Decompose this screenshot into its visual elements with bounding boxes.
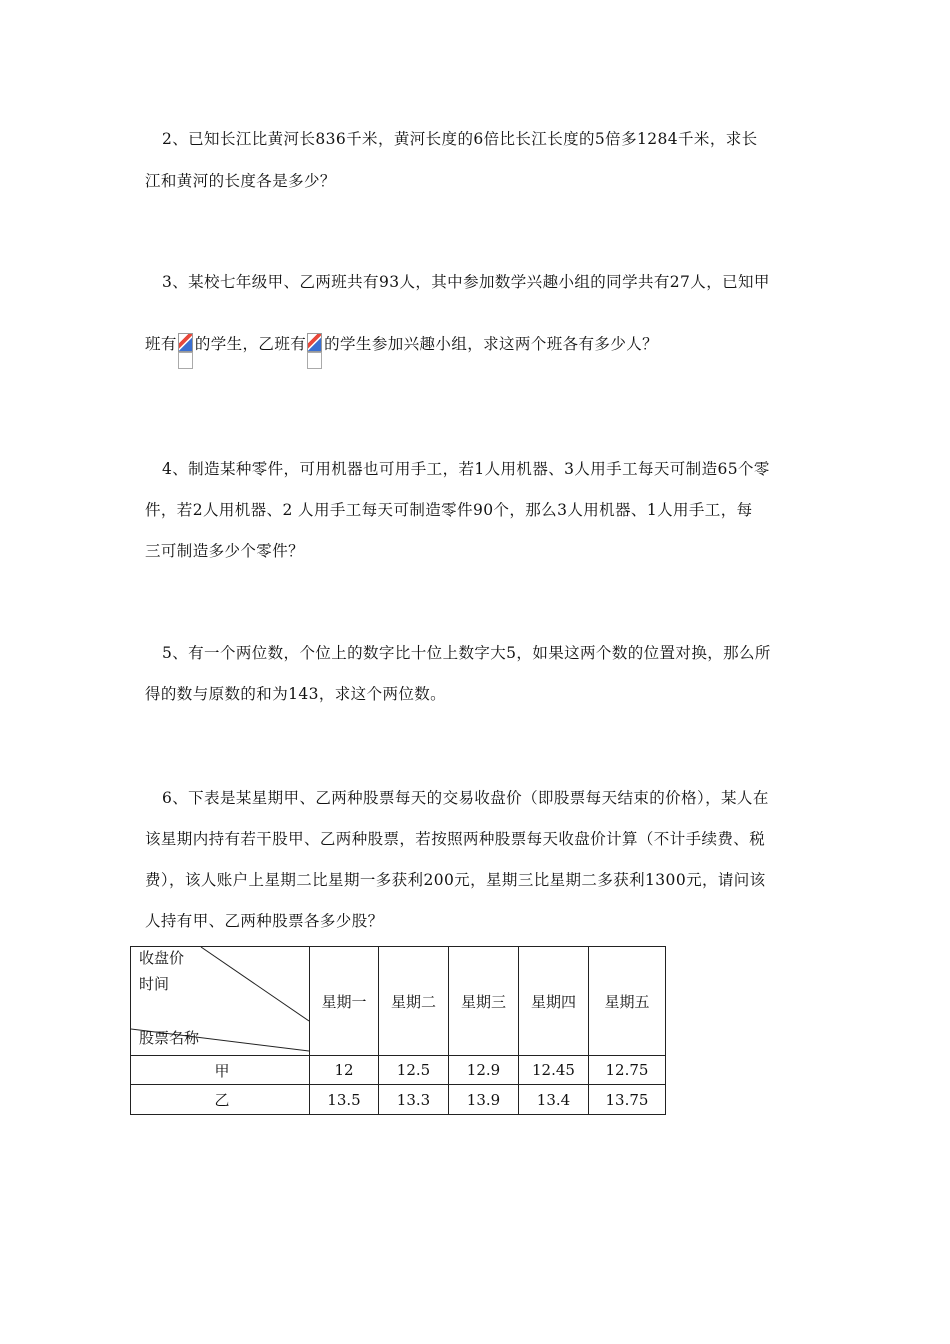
column-header: 星期二 — [379, 947, 449, 1056]
problem-5-line-1: 5、有一个两位数，个位上的数字比十位上数字大5，如果这两个数的位置对换，那么所 — [162, 644, 771, 662]
row-header: 甲 — [131, 1056, 310, 1085]
table-cell: 12 — [310, 1056, 379, 1085]
table-cell: 13.3 — [379, 1085, 449, 1115]
problem-6-line-3: 费），该人账户上星期二比星期一多获利200元，星期三比星期二多获利1300元，请问该 — [145, 871, 766, 889]
problem-6-line-1: 6、下表是某星期甲、乙两种股票每天的交易收盘价（即股票每天结束的价格），某人在 — [162, 789, 769, 807]
table-cell: 13.75 — [589, 1085, 666, 1115]
problem-2-line-1: 2、已知长江比黄河长836千米，黄河长度的6倍比长江长度的5倍多1284千米，求长 — [162, 130, 758, 148]
table-cell: 13.9 — [449, 1085, 519, 1115]
problem-4-line-3: 三可制造多少个零件？ — [145, 542, 305, 560]
corner-label-stock-name: 股票名称 — [139, 1029, 200, 1047]
column-header: 星期一 — [310, 947, 379, 1056]
table-cell: 13.4 — [519, 1085, 589, 1115]
problem-2-line-2: 江和黄河的长度各是多少？ — [145, 172, 336, 190]
table-cell: 12.75 — [589, 1056, 666, 1085]
problem-6-line-4: 人持有甲、乙两种股票各多少股？ — [145, 912, 384, 930]
corner-label-closing-price: 收盘价 — [139, 949, 185, 967]
column-header: 星期四 — [519, 947, 589, 1056]
problem-3-line-1: 3、某校七年级甲、乙两班共有93人，其中参加数学兴趣小组的同学共有27人，已知甲 — [162, 273, 770, 291]
problem-5-line-2: 得的数与原数的和为143，求这个两位数。 — [145, 685, 447, 703]
table-header-row — [131, 947, 666, 1056]
table-cell: 12.45 — [519, 1056, 589, 1085]
column-header: 星期五 — [589, 947, 666, 1056]
problem-4-line-2: 件，若2人用机器、2 人用手工每天可制造零件90个，那么3人用机器、1人用手工，每 — [145, 501, 753, 519]
stock-price-table — [130, 946, 666, 1115]
column-header: 星期三 — [449, 947, 519, 1056]
problem-3-text-c: 的学生参加兴趣小组，求这两个班各有多少人？ — [324, 335, 659, 353]
table-cell: 12.5 — [379, 1056, 449, 1085]
table-cell: 13.5 — [310, 1085, 379, 1115]
corner-label-time: 时间 — [139, 975, 170, 993]
table-corner-cell — [131, 947, 310, 1056]
problem-3-line-2 — [145, 332, 658, 371]
broken-fraction-image-icon — [178, 333, 194, 371]
problem-6-line-2: 该星期内持有若干股甲、乙两种股票，若按照两种股票每天收盘价计算（不计手续费、税 — [145, 830, 766, 848]
table-row — [131, 1056, 666, 1085]
problem-3-text-b: 的学生，乙班有 — [194, 335, 307, 353]
table-cell: 12.9 — [449, 1056, 519, 1085]
row-header: 乙 — [131, 1085, 310, 1115]
broken-fraction-image-icon — [307, 333, 323, 371]
problem-3-text-a: 班有 — [145, 335, 177, 353]
problem-4-line-1: 4、制造某种零件，可用机器也可用手工，若1人用机器、3人用手工每天可制造65个零 — [162, 460, 770, 478]
table-row — [131, 1085, 666, 1115]
